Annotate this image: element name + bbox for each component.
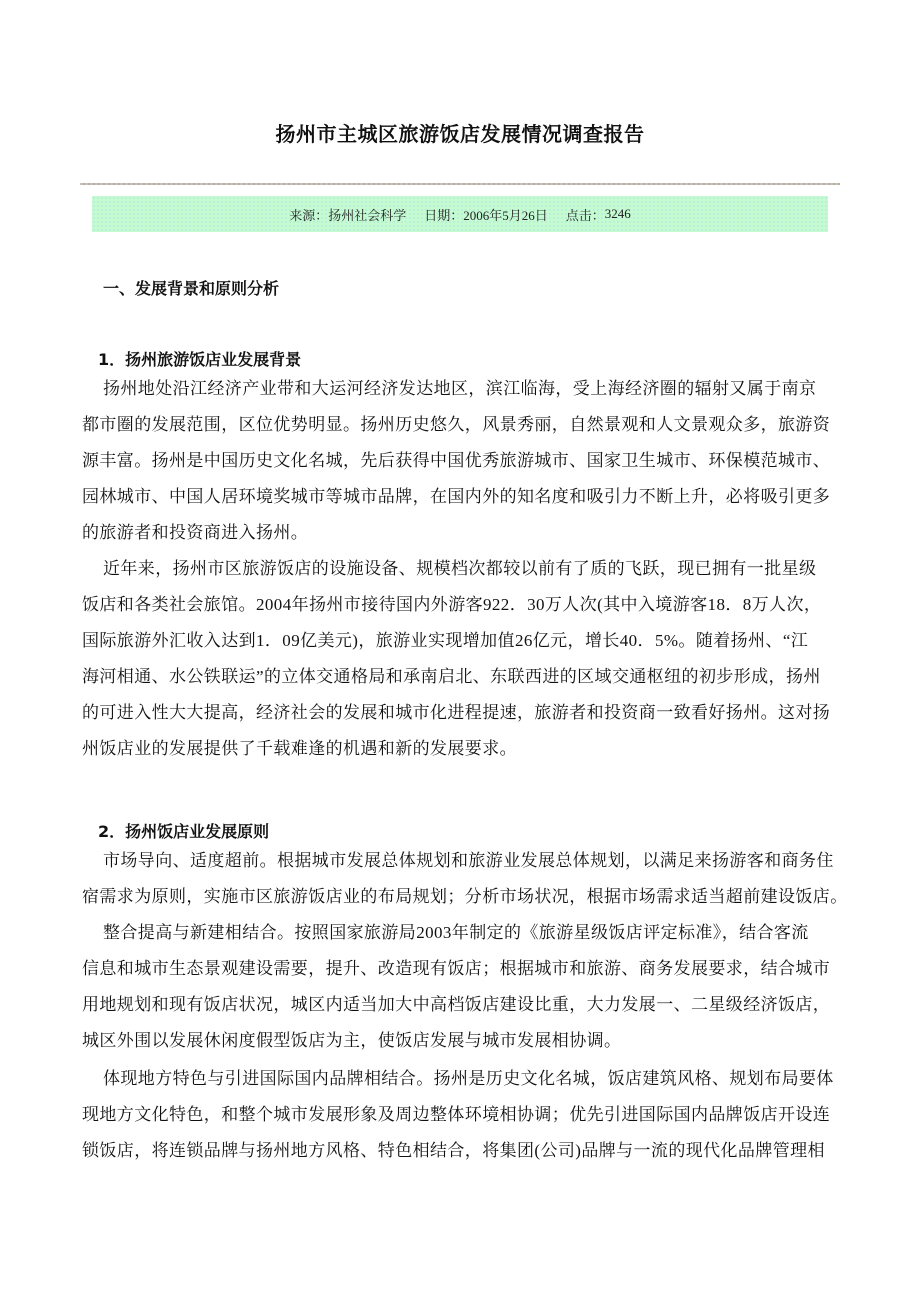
paragraph-background-2 [82,551,842,767]
text-line: 国际旅游外汇收入达到1．09亿美元)，旅游业实现增加值26亿元，增长40．5%。随着扬州、“江 [82,631,809,650]
text-line: 的可进入性大大提高，经济社会的发展和城市化进程提速，旅游者和投资商一致看好扬州。这对扬 [82,703,831,722]
text-line: 的旅游者和投资商进入扬州。 [82,523,309,542]
text-line: 饭店和各类社会旅馆。2004年扬州市接待国内外游客922．30万人次(其中入境游客18．8万人次， [82,595,822,614]
text-line: 都市圈的发展范围，区位优势明显。扬州历史悠久，风景秀丽，自然景观和人文景观众多，旅游资 [82,415,831,434]
text-line: 体现地方特色与引进国际国内品牌相结合。扬州是历史文化名城，饭店建筑风格、规划布局要体 [103,1069,834,1088]
text-line: 海河相通、水公铁联运”的立体交通格局和承南启北、东联西进的区域交通枢纽的初步形成，扬州 [82,667,821,686]
text-line: 信息和城市生态景观建设需要，提升、改造现有饭店；根据城市和旅游、商务发展要求，结合城市 [82,959,831,978]
source-label: 来源： [289,207,329,223]
date-value: 2006年5月26日 [463,207,548,223]
text-line: 近年来，扬州市区旅游饭店的设施设备、规模档次都较以前有了质的飞跃，现已拥有一批星级 [103,559,817,578]
title-divider [80,183,840,185]
subsection-heading-background: 1．扬州旅游饭店业发展背景 [98,350,302,369]
page-title: 扬州市主城区旅游饭店发展情况调查报告 [275,122,645,146]
text-line: 城区外围以发展休闲度假型饭店为主，使饭店发展与城市发展相协调。 [82,1031,622,1050]
section-heading: 一、发展背景和原则分析 [103,279,280,298]
paragraph-principle-1 [82,843,848,915]
paragraph-principle-3 [82,1061,842,1169]
text-line: 锁饭店，将连锁品牌与扬州地方风格、特色相结合，将集团(公司)品牌与一流的现代化品牌管理相 [82,1141,825,1160]
text-line: 扬州地处沿江经济产业带和大运河经济发达地区，滨江临海，受上海经济圈的辐射又属于南京 [103,379,817,398]
text-line: 州饭店业的发展提供了千载难逢的机遇和新的发展要求。 [82,739,517,758]
text-line: 源丰富。扬州是中国历史文化名城，先后获得中国优秀旅游城市、国家卫生城市、环保模范城市、 [82,451,831,470]
paragraph-principle-2 [82,915,842,1059]
text-line: 园林城市、中国人居环境奖城市等城市品牌，在国内外的知名度和吸引力不断上升，必将吸引更多 [82,487,831,506]
subsection-heading-principles: 2．扬州饭店业发展原则 [98,822,270,841]
source-value: 扬州社会科学 [328,207,407,223]
text-line: 整合提高与新建相结合。按照国家旅游局2003年制定的《旅游星级饭店评定标准》，结合客流 [103,923,809,942]
hits-label: 点击： [565,207,605,223]
article-meta-bar [92,196,828,232]
paragraph-background-1 [82,371,842,551]
text-line: 用地规划和现有饭店状况，城区内适当加大中高档饭店建设比重，大力发展一、二星级经济饭店， [82,995,831,1014]
date-label: 日期： [424,207,464,223]
text-line: 市场导向、适度超前。根据城市发展总体规划和旅游业发展总体规划，以满足来扬游客和商务住 [103,851,834,870]
hits-value: 3246 [604,206,631,221]
text-line: 宿需求为原则，实施市区旅游饭店业的布局规划；分析市场状况，根据市场需求适当超前建设饭店。 [82,887,848,906]
text-line: 现地方文化特色，和整个城市发展形象及周边整体环境相协调；优先引进国际国内品牌饭店开设连 [82,1105,831,1124]
